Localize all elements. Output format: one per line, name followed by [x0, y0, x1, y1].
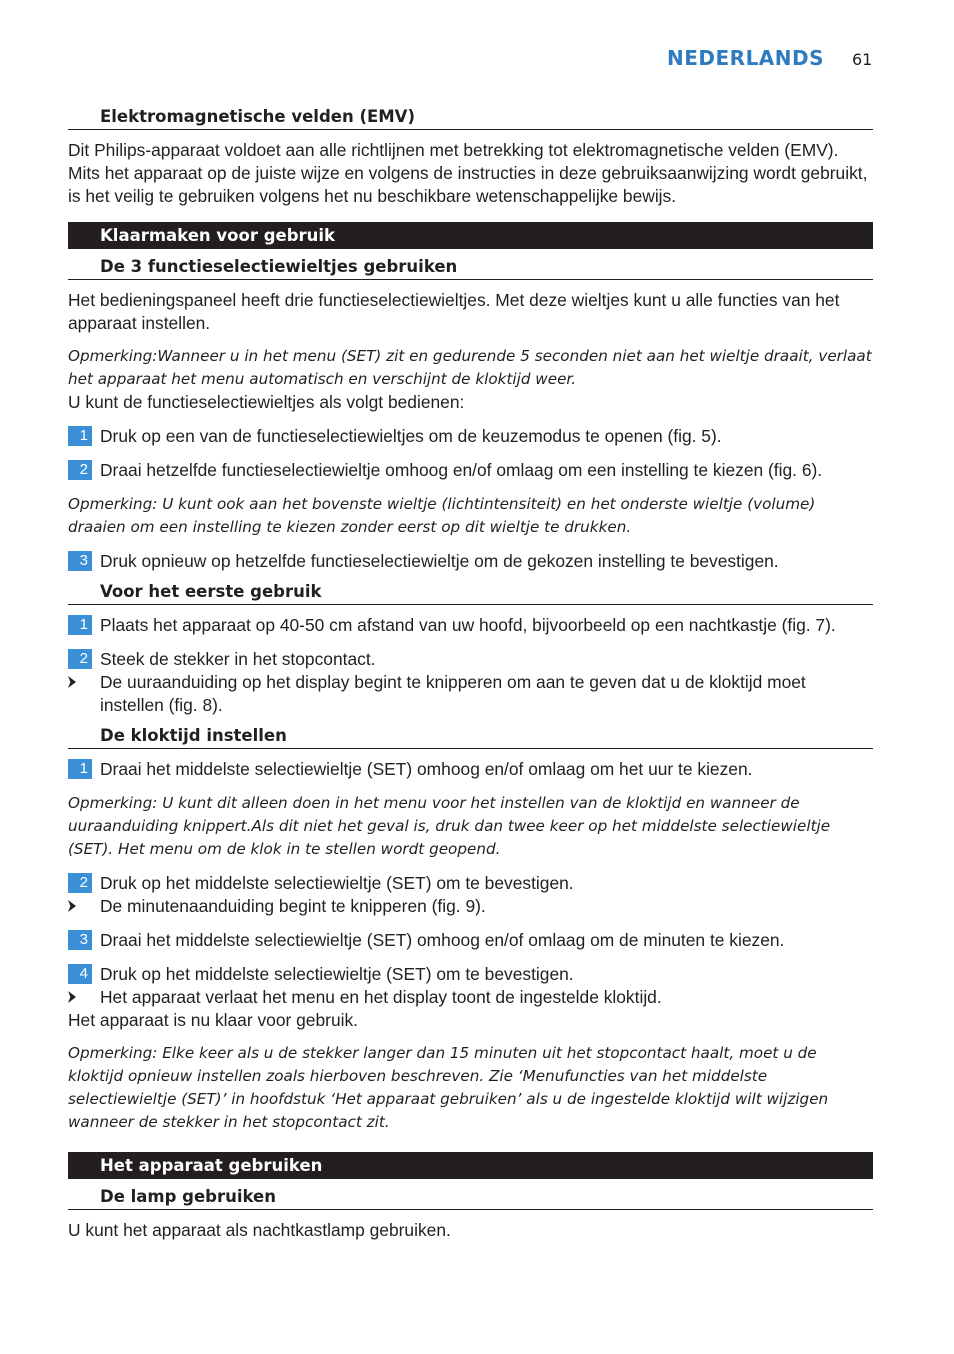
section-heading-wheels: De 3 functieselectiewieltjes gebruiken	[68, 254, 873, 280]
lamp-paragraph: U kunt het apparaat als nachtkastlamp gebruiken.	[68, 1220, 451, 1240]
wheels-lead: U kunt de functieselectiewieltjes als volgt bedienen:	[68, 392, 465, 412]
result-text: Het apparaat verlaat het menu en het display toont de ingestelde kloktijd.	[100, 987, 662, 1007]
step-number: 1	[68, 426, 92, 446]
step-text: Druk opnieuw op hetzelfde functieselectiewieltje om de gekozen instelling te bevestigen.	[100, 551, 779, 571]
result-arrow-icon	[68, 676, 76, 688]
section-heading-emv: Elektromagnetische velden (EMV)	[68, 104, 873, 130]
wheels-note-2: Opmerking: U kunt ook aan het bovenste wieltje (lichtintensiteit) en het onderste wieltje (volume) draaien om een instelling te kiezen zonder eerst op dit wieltje te drukken.	[68, 495, 816, 536]
clock-note-2: Opmerking: Elke keer als u de stekker langer dan 15 minuten uit het stopcontact haalt, moet u de kloktijd opnieuw instellen zoals hierboven beschreven. Zie ‘Menufuncties van het middelste selectiewieltje (SET)’ in hoofdstuk ‘Het apparaat gebruiken’ als u de ingestelde kloktijd wilt wijzigen wanneer de stekker in het stopcontact zit.	[68, 1044, 829, 1131]
step-text: Plaats het apparaat op 40-50 cm afstand van uw hoofd, bijvoorbeeld op een nachtkastje (fig. 7).	[100, 615, 836, 635]
step-number: 2	[68, 649, 92, 669]
step-number: 3	[68, 551, 92, 571]
step-number: 1	[68, 759, 92, 779]
result-arrow-icon	[68, 991, 76, 1003]
result-item	[68, 895, 873, 918]
step-item	[68, 872, 873, 895]
step-item	[68, 929, 873, 952]
step-item	[68, 550, 873, 573]
step-number: 2	[68, 873, 92, 893]
step-item	[68, 963, 873, 986]
step-text: Draai het middelste selectiewieltje (SET) omhoog en/of omlaag om het uur te kiezen.	[100, 759, 753, 779]
wheels-note: Opmerking:Wanneer u in het menu (SET) zit en gedurende 5 seconden niet aan het wieltje draait, verlaat het apparaat het menu automatisch en verschijnt de kloktijd weer.	[68, 347, 872, 388]
step-number: 1	[68, 615, 92, 635]
step-number: 2	[68, 460, 92, 480]
step-item	[68, 614, 873, 637]
result-arrow-icon	[68, 900, 76, 912]
page-content	[68, 104, 873, 1252]
chapter-heading-use: Het apparaat gebruiken	[68, 1152, 873, 1179]
result-item	[68, 986, 873, 1009]
step-number: 3	[68, 930, 92, 950]
step-number: 4	[68, 964, 92, 984]
result-text: De minutenaanduiding begint te knipperen (fig. 9).	[100, 896, 486, 916]
result-item	[68, 671, 873, 717]
emv-paragraph: Dit Philips-apparaat voldoet aan alle richtlijnen met betrekking tot elektromagnetische velden (EMV). Mits het apparaat op de juiste wijze en volgens de instructies in deze gebruiksaanwijzing wordt gebruikt, is het veilig te gebruiken volgens het nu beschikbare wetenschappelijke bewijs.	[68, 140, 868, 206]
section-heading-first-use: Voor het eerste gebruik	[68, 579, 873, 605]
step-item	[68, 648, 873, 671]
step-text: Druk op het middelste selectiewieltje (SET) om te bevestigen.	[100, 964, 574, 984]
wheels-intro: Het bedieningspaneel heeft drie functieselectiewieltjes. Met deze wieltjes kunt u alle functies van het apparaat instellen.	[68, 290, 840, 333]
step-text: Druk op het middelste selectiewieltje (SET) om te bevestigen.	[100, 873, 574, 893]
clock-note: Opmerking: U kunt dit alleen doen in het menu voor het instellen van de kloktijd en wanneer de uuraanduiding knippert.Als dit niet het geval is, druk dan twee keer op het middelste selectiewieltje (SET). Het menu om de klok in te stellen wordt geopend.	[68, 794, 831, 858]
step-text: Druk op een van de functieselectiewieltjes om de keuzemodus te openen (fig. 5).	[100, 426, 722, 446]
step-item	[68, 459, 873, 482]
step-text: Steek de stekker in het stopcontact.	[100, 649, 376, 669]
section-heading-lamp: De lamp gebruiken	[68, 1184, 873, 1210]
result-text: De uuraanduiding op het display begint te knipperen om aan te geven dat u de kloktijd moet instellen (fig. 8).	[100, 672, 806, 715]
page-number: 61	[852, 50, 873, 69]
step-item	[68, 425, 873, 448]
step-text: Draai het middelste selectiewieltje (SET) omhoog en/of omlaag om de minuten te kiezen.	[100, 930, 785, 950]
clock-ready-text: Het apparaat is nu klaar voor gebruik.	[68, 1010, 359, 1030]
section-heading-clock: De kloktijd instellen	[68, 723, 873, 749]
chapter-heading-preparation: Klaarmaken voor gebruik	[68, 222, 873, 249]
language-label: NEDERLANDS	[667, 46, 825, 70]
step-item	[68, 758, 873, 781]
step-text: Draai hetzelfde functieselectiewieltje omhoog en/of omlaag om een instelling te kiezen (fig. 6).	[100, 460, 823, 480]
